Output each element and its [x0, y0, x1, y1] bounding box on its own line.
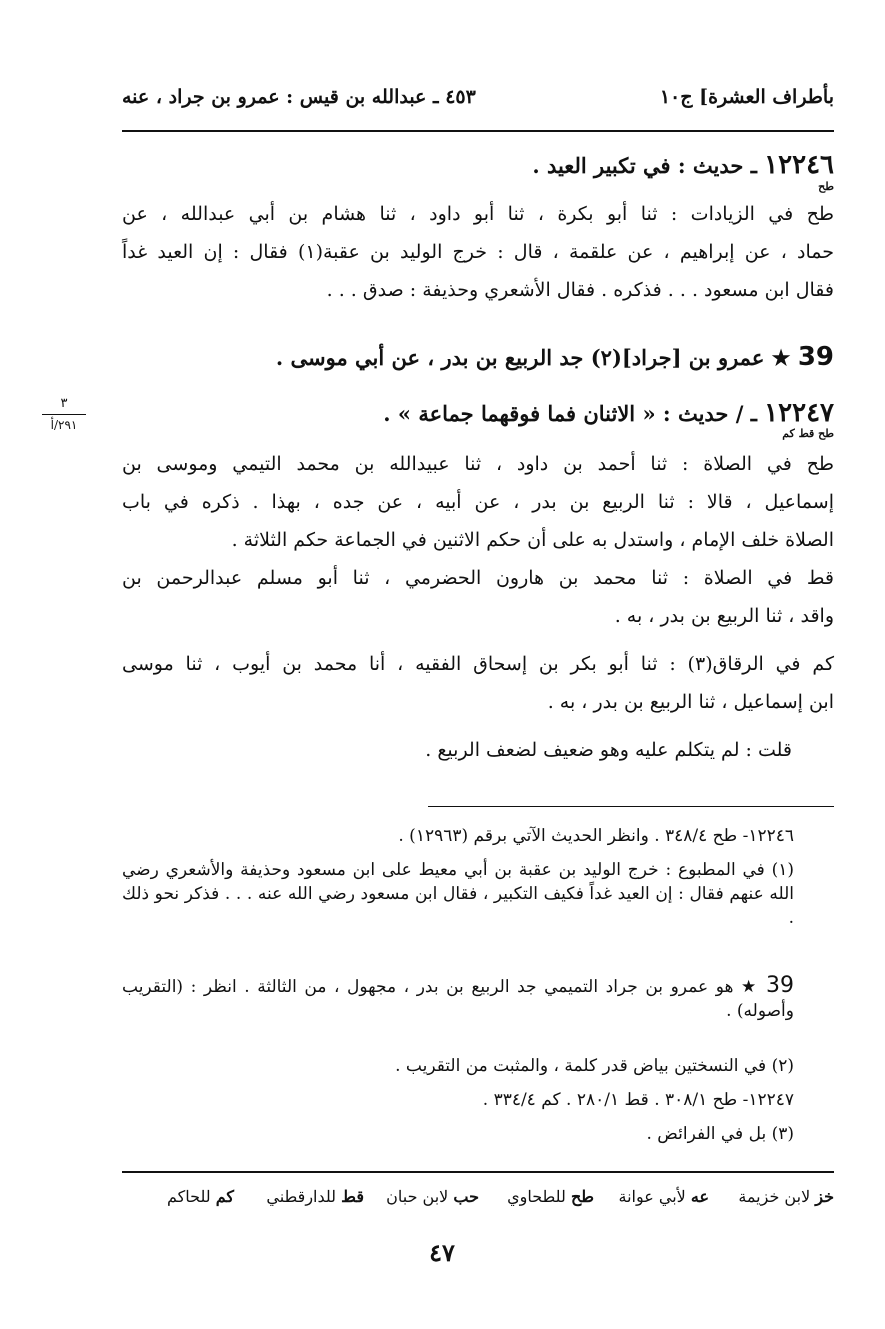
text-line: فقال ابن مسعود . . . فذكره . فقال الأشعري وحذيفة : صدق . . .	[326, 279, 834, 301]
page-number: ٤٧	[429, 1238, 455, 1267]
footnotes	[122, 824, 834, 1152]
abbr-label: للحاكم	[167, 1187, 211, 1206]
hadith-number: ١٢٢٤٦	[764, 150, 834, 180]
footnote-5: ١٢٢٤٧- طح ٣٠٨/١ . قط ٢٨٠/١ . كم ٣٣٤/٤ .	[482, 1090, 794, 1110]
footnote-2: (١) في المطبوع : خرج الوليد بن عقبة بن أبي معيط على ابن مسعود وحذيفة والأشعري رضي الله عنهم فقال : إن العيد غداً فكيف التكبير ، فقال ابن مسعود رضي الله عنه . . . فذكر نحو ذلك .	[122, 860, 794, 928]
text-line: طح في الزيادات : ثنا أبو بكرة ، ثنا أبو داود ، ثنا هشام بن أبي عبدالله ، عن	[122, 203, 834, 225]
abbr-item	[167, 1187, 234, 1206]
abbr-item	[507, 1187, 594, 1206]
hadith-number: ١٢٢٤٧	[764, 398, 834, 428]
footnote-1: ١٢٢٤٦- طح ٣٤٨/٤ . وانظر الحديث الآتي برقم (١٢٩٦٣) .	[398, 826, 794, 846]
text-line: قط في الصلاة : ثنا محمد بن هارون الحضرمي ، ثنا أبو مسلم عبدالرحمن بن	[122, 567, 834, 589]
abbreviations-rule	[122, 1171, 834, 1173]
narrator-number: 39	[797, 342, 834, 372]
hadith-12247-text	[122, 452, 834, 776]
footnote-rule	[428, 806, 834, 807]
running-head-section: ٤٥٣ ـ عبدالله بن قيس : عمرو بن جراد ، عنه	[122, 86, 476, 108]
margin-note-top: ٣	[60, 396, 68, 411]
running-head-title: بأطراف العشرة] ج١٠	[659, 86, 834, 108]
abbr-label: لأبي عوانة	[618, 1187, 686, 1206]
abbr-code: عه	[690, 1187, 709, 1206]
footnote-6: (٣) بل في الفرائض .	[646, 1124, 794, 1144]
top-rule	[122, 130, 834, 132]
abbr-item	[266, 1187, 364, 1206]
abbr-label: لابن خزيمة	[738, 1187, 811, 1206]
text-line: إسماعيل ، قالا : ثنا الربيع بن بدر ، عن أبيه ، عن جده ، بهذا . ذكره في باب	[122, 491, 834, 513]
star-icon: ★	[771, 345, 791, 370]
running-head	[122, 86, 834, 118]
text-line: كم في الرقاق(٣) : ثنا أبو بكر بن إسحاق الفقيه ، أنا محمد بن أيوب ، ثنا موسى	[122, 653, 835, 675]
footnote-narrator-number: 39	[766, 973, 794, 998]
text-line: ابن إسماعيل ، ثنا الربيع بن بدر ، به .	[547, 691, 834, 713]
narrator-entry	[276, 342, 834, 372]
margin-folio-note	[36, 396, 92, 432]
abbr-label: للطحاوي	[507, 1187, 566, 1206]
abbr-item	[618, 1187, 709, 1206]
footnote-3	[122, 974, 834, 1054]
abbr-label: لابن حبان	[386, 1187, 449, 1206]
abbr-code: طح	[570, 1187, 594, 1206]
footnote-3-text: هو عمرو بن جراد التميمي جد الربيع بن بدر ، مجهول ، من الثالثة . انظر : (التقريب وأصوله) .	[122, 977, 794, 1021]
narrator-text: عمرو بن [جراد](٢) جد الربيع بن بدر ، عن أبي موسى .	[275, 345, 765, 370]
hadith-12246-text	[122, 202, 834, 316]
margin-note-bottom: ٢٩١/أ	[50, 418, 78, 432]
text-line: قلت : لم يتكلم عليه وهو ضعيف لضعف الربيع .	[425, 739, 792, 761]
hadith-title: ـ حديث : في تكبير العيد .	[532, 153, 765, 178]
abbr-code: حب	[453, 1187, 479, 1206]
abbr-code: كم	[215, 1187, 234, 1206]
abbr-item	[386, 1187, 479, 1206]
text-line: حماد ، عن إبراهيم ، عن علقمة ، قال : خرج الوليد بن عقبة(١) فقال : إن العيد غداً	[122, 241, 834, 263]
abbr-item	[738, 1187, 834, 1206]
hadith-sigla: طح قط كم	[782, 427, 834, 440]
abbr-code: خز	[815, 1187, 834, 1206]
footnote-4: (٢) في النسختين بياض قدر كلمة ، والمثبت من التقريب .	[395, 1056, 794, 1076]
hadith-sigla: طح	[818, 180, 834, 193]
star-icon: ★	[741, 977, 759, 997]
text-line: الصلاة خلف الإمام ، واستدل به على أن حكم الاثنين في الجماعة حكم الثلاثة .	[231, 529, 834, 551]
abbr-label: للدارقطني	[266, 1187, 337, 1206]
hadith-title: ـ / حديث : « الاثنان فما فوقهما جماعة » .	[383, 401, 765, 426]
abbr-code: قط	[341, 1187, 364, 1206]
abbreviations-legend	[122, 1187, 834, 1215]
margin-note-rule	[42, 414, 86, 415]
text-line: طح في الصلاة : ثنا أحمد بن داود ، ثنا عبيدالله بن محمد التيمي وموسى بن	[122, 453, 834, 475]
text-line: واقد ، ثنا الربيع بن بدر ، به .	[614, 605, 834, 627]
